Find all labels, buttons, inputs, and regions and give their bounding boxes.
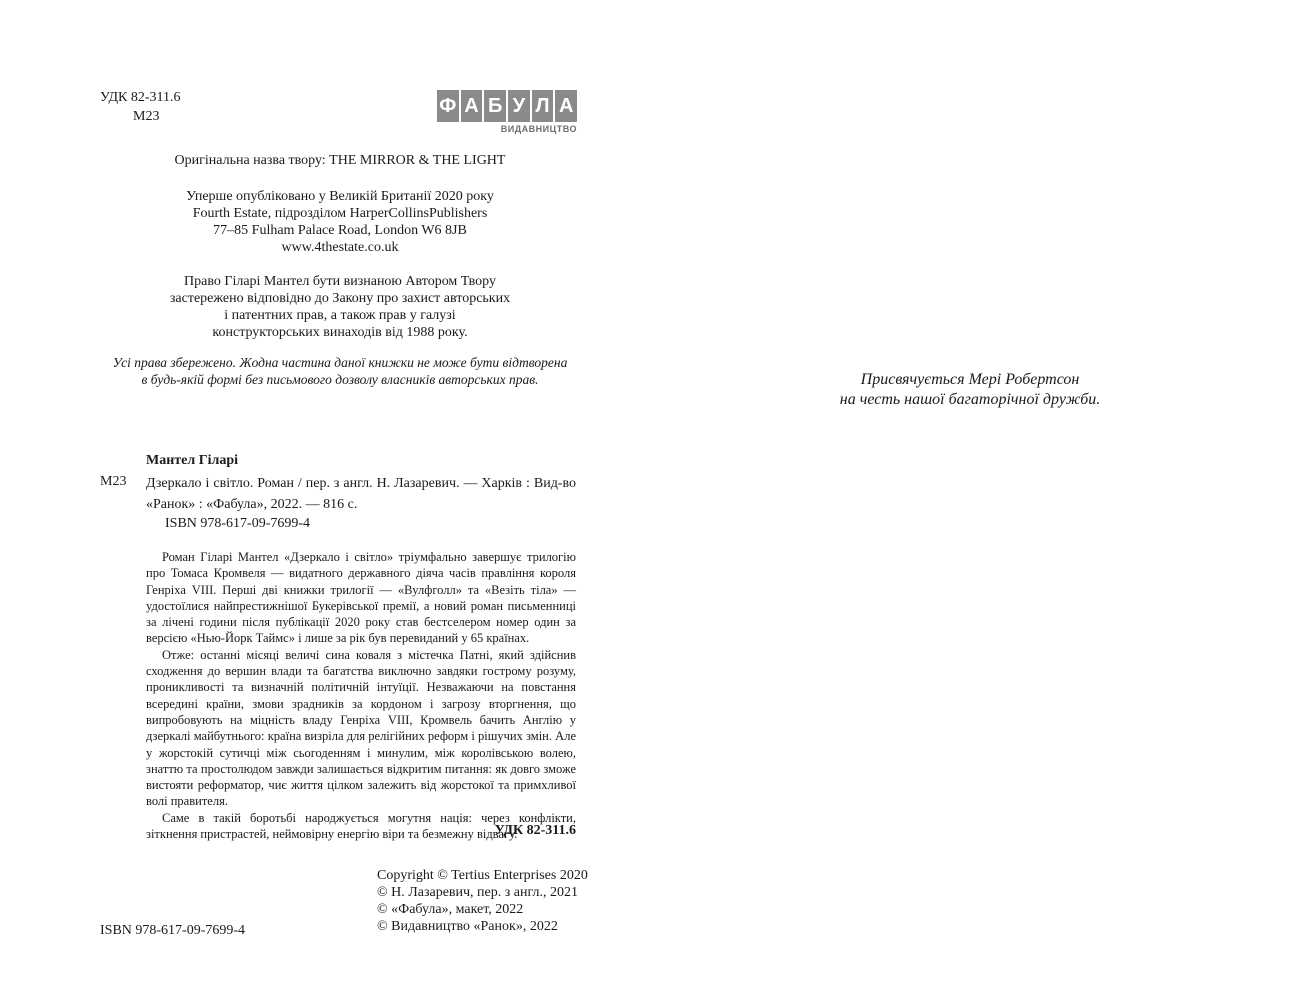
annotation-paragraph: Саме в такій боротьбі народжується могутня нація: через конфлікти, зіткнення пристрастей, неймовірну енергію віри та безмежну відвагу. xyxy=(146,810,576,842)
rights-line: Право Гіларі Мантел бути визнаною Автором Твору xyxy=(184,274,496,289)
publication-line: Fourth Estate, підрозділом HarperCollinsPublishers xyxy=(192,206,488,221)
original-title: Оригінальна назва твору: THE MIRROR & THE LIGHT xyxy=(174,153,506,168)
rights-reserved xyxy=(50,354,630,388)
catalog-isbn: ISBN 978-617-09-7699-4 xyxy=(165,516,311,531)
isbn-bottom: ISBN 978-617-09-7699-4 xyxy=(100,923,246,938)
rights-line: конструкторських винаходів від 1988 року. xyxy=(212,325,468,340)
publication-line: 77–85 Fulham Palace Road, London W6 8JB xyxy=(213,223,467,238)
annotation-paragraph: Отже: останні місяці величі сина коваля з містечка Патні, який здійснив сходження до вершин влади та багатства виключно завдяки гострому розуму, проникливості та визначній політичній інтуїції. Незважаючи на повстання всередині країни, змови зрадників за кордоном і загрозу вторгнення, що випробовують на міцність владу Генріха VIII, Кромвель бачить Англію у дзеркалі майбутнього: країна визріла для релігійних реформ і рішучих змін. Але у жорстокій сутичці між сьогоденням і минулим, між королівською волею, знаттю та простолюдом завжди залишається відкритим питання: як довго зможе вистояти реформатор, чиє життя цілком залежить від жорстокої та примхливої волі правителя. xyxy=(146,647,576,809)
annotation xyxy=(146,549,576,842)
copyright-line: Copyright © Tertius Enterprises 2020 xyxy=(377,868,588,883)
logo-subtitle: ВИДАВНИЦТВО xyxy=(500,124,577,134)
udk-code: УДК 82-311.6 xyxy=(100,90,181,105)
copyright-line: © Видавництво «Ранок», 2022 xyxy=(377,919,558,934)
publication-info xyxy=(50,188,630,256)
catalog-mark: М23 xyxy=(100,474,127,489)
logo-letter: А xyxy=(555,90,577,122)
reserved-line: Усі права збережено. Жодна частина даної книжки не може бути відтворена xyxy=(112,355,568,370)
author-rights xyxy=(50,273,630,341)
dedication-line: на честь нашої багаторічної дружби. xyxy=(839,391,1101,408)
reserved-line: в будь-якій формі без письмового дозволу власників авторських прав. xyxy=(141,372,539,387)
rights-line: застережено відповідно до Закону про захист авторських xyxy=(169,291,511,306)
catalog-description: Дзеркало і світло. Роман / пер. з англ. Н. Лазаревич. — Харків : Вид-во «Ранок» : «Фабула», 2022. — 816 с. xyxy=(146,476,576,512)
copyright-line: © «Фабула», макет, 2022 xyxy=(377,902,524,917)
copyright-line: © Н. Лазаревич, пер. з англ., 2021 xyxy=(377,885,579,900)
rights-line: і патентних прав, а також прав у галузі xyxy=(224,308,456,323)
logo-letter: Ф xyxy=(437,90,459,122)
catalog-udk: УДК 82-311.6 xyxy=(494,823,576,838)
publication-line: www.4thestate.co.uk xyxy=(281,240,399,255)
logo-letter: А xyxy=(461,90,483,122)
author-mark: М23 xyxy=(133,109,160,124)
dedication xyxy=(780,370,1160,410)
logo-letter: Б xyxy=(484,90,506,122)
dedication-line: Присвячується Мері Робертсон xyxy=(860,371,1080,388)
publication-line: Уперше опубліковано у Великій Британії 2020 року xyxy=(186,189,494,204)
annotation-paragraph: Роман Гіларі Мантел «Дзеркало і світло» тріумфально завершує трилогію про Томаса Кромвеля — видатного державного діяча часів правління короля Генріха VIII. Перші дві книжки трилогії — «Вулфголл» та «Везіть тіла» — удостоїлися найпрестижнішої Букерівської премії, а новий роман письменниці за лічені години після публікації 2020 року став бестселером номер один за версією «Нью-Йорк Таймс» і лише за рік був перевиданий у 65 країнах. xyxy=(146,550,576,646)
logo-letter: У xyxy=(508,90,530,122)
logo-letter: Л xyxy=(532,90,554,122)
catalog-author: Мантел Гіларі xyxy=(146,453,239,468)
copyright-block xyxy=(377,867,588,935)
publisher-logo xyxy=(437,90,577,138)
